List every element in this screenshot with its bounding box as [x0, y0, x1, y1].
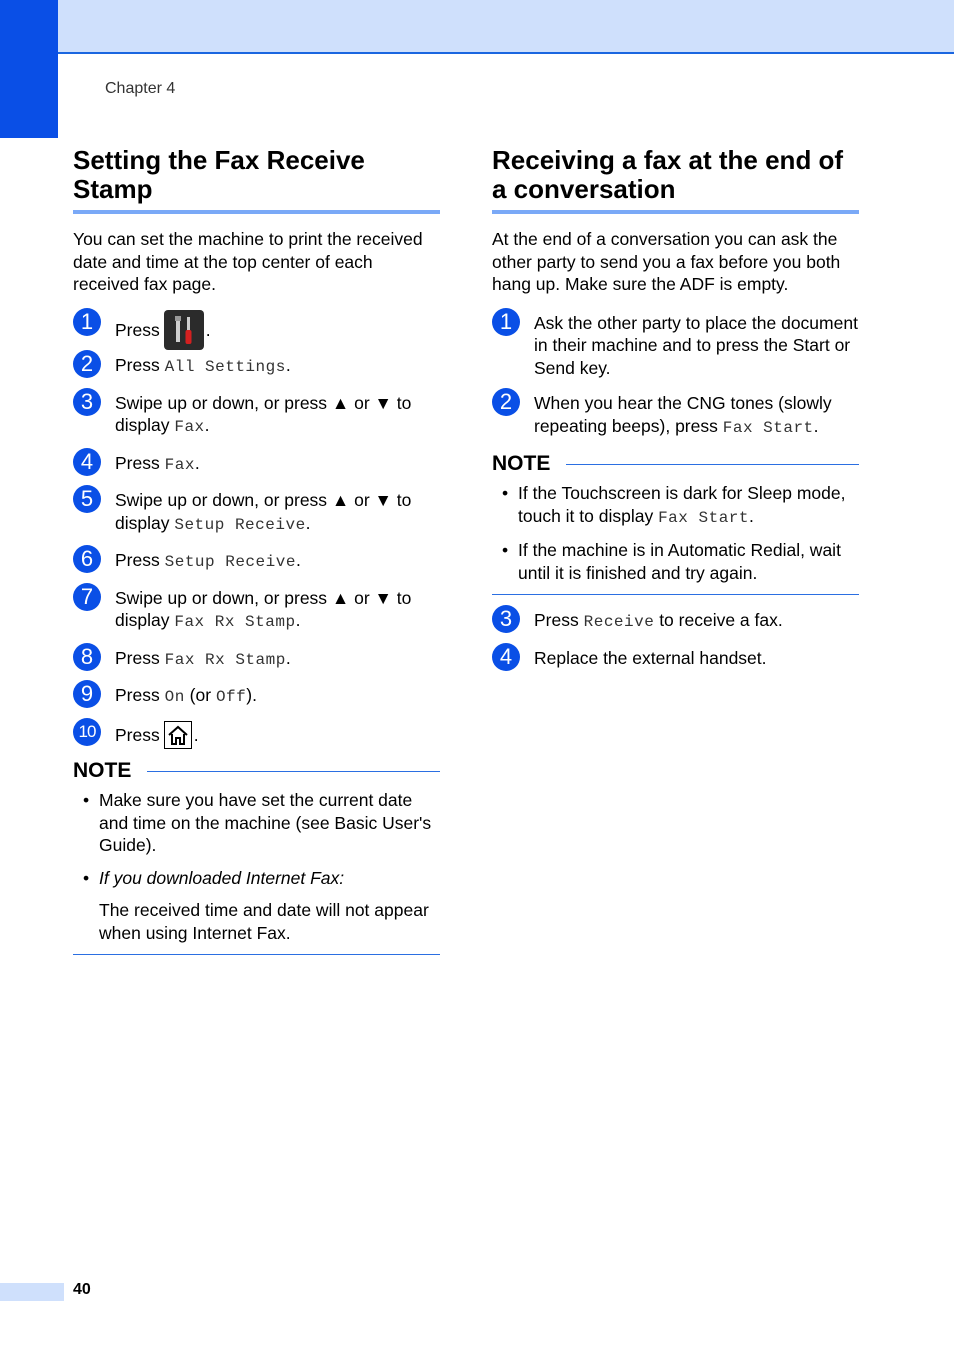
- step-list: [492, 308, 859, 440]
- step-number: 1: [492, 308, 520, 336]
- note-heading-row: [73, 759, 440, 783]
- chapter-label: Chapter 4: [105, 80, 176, 97]
- step-end: .: [204, 415, 210, 435]
- section-intro: At the end of a conversation you can ask the other party to send you a fax before you both hang up. Make sure the ADF is empty.: [492, 229, 841, 294]
- step-8: [73, 643, 440, 672]
- step-number: 9: [73, 680, 101, 708]
- note-list: [73, 789, 440, 889]
- right-column: [492, 146, 859, 684]
- step-3: [492, 606, 859, 634]
- page-number: 40: [73, 1281, 91, 1298]
- step-5: [73, 486, 440, 536]
- menu-code: All Settings: [164, 358, 286, 376]
- note-text: If you downloaded Internet Fax:: [99, 867, 345, 888]
- step-number: 6: [73, 545, 101, 573]
- step-text: Press: [534, 610, 584, 630]
- note-rule: [566, 464, 859, 465]
- chapter-tab: [0, 0, 58, 138]
- menu-code: Fax: [174, 418, 205, 436]
- step-number: 4: [73, 448, 101, 476]
- note-subtext: The received time and date will not appear when using Internet Fax.: [99, 900, 429, 943]
- note-heading: NOTE: [73, 759, 132, 782]
- step-2: [492, 389, 859, 439]
- step-end: to receive a fax.: [654, 610, 783, 630]
- step-number: 3: [492, 605, 520, 633]
- menu-code: Setup Receive: [164, 553, 296, 571]
- settings-tools-icon[interactable]: [164, 310, 204, 350]
- note-item: • If the Touchscreen is dark for Sleep mode, touch it to display Fax Start.: [502, 483, 846, 527]
- page-number-band: [0, 1283, 64, 1301]
- step-end: .: [285, 355, 291, 375]
- step-text: Swipe up or down, or press ▲ or ▼ to display: [115, 392, 412, 435]
- menu-code: On: [164, 688, 185, 706]
- step-list-continued: [492, 606, 859, 671]
- step-9: [73, 681, 440, 709]
- step-end: .: [305, 512, 311, 533]
- note-text: If the machine is in Automatic Redial, wait until it is finished and try again.: [518, 540, 841, 583]
- step-text: Ask the other party to place the document in their machine and to press the Start or Send key.: [534, 312, 858, 378]
- step-text: Swipe up or down, or press ▲ or ▼ to display: [115, 490, 412, 533]
- step-text: When you hear the CNG tones (slowly repeating beeps), press: [534, 393, 832, 436]
- menu-code: Setup Receive: [174, 515, 306, 534]
- note-item: • Make sure you have set the current date and time on the machine (see Basic User's Guide).: [83, 790, 432, 855]
- step-number: 7: [73, 583, 101, 611]
- step-end: .: [205, 319, 211, 340]
- note-end-rule: [73, 954, 440, 955]
- step-text: Press: [115, 319, 160, 340]
- note-end-rule: [492, 594, 859, 595]
- step-10: [73, 722, 440, 747]
- note-box: [73, 759, 440, 955]
- note-end-text: .: [749, 505, 754, 526]
- menu-code: Fax Start: [722, 418, 814, 437]
- menu-code: Fax Start: [658, 508, 749, 527]
- step-number: 2: [73, 350, 101, 378]
- note-rule: [147, 771, 440, 772]
- step-text: Press: [115, 724, 160, 745]
- step-1: [73, 308, 440, 342]
- note-item: • If you downloaded Internet Fax:: [83, 867, 345, 888]
- step-number: 4: [492, 643, 520, 671]
- step-end: .: [285, 647, 291, 668]
- step-7: [73, 583, 440, 634]
- menu-code: Receive: [583, 613, 655, 631]
- step-end: .: [813, 415, 819, 436]
- step-text: Press: [115, 685, 165, 705]
- header-band: [0, 0, 954, 54]
- step-list: [73, 308, 440, 747]
- step-mid: (or: [184, 685, 216, 705]
- step-number: 3: [73, 388, 101, 416]
- step-1: [492, 308, 859, 380]
- step-number: 8: [73, 643, 101, 671]
- step-text: Press: [115, 550, 165, 570]
- menu-code: Fax Rx Stamp: [174, 613, 296, 631]
- menu-code-alt: Off: [215, 688, 247, 706]
- step-text: Press: [115, 647, 165, 668]
- step-end: ).: [246, 685, 257, 705]
- note-item: • If the machine is in Automatic Redial, wait until it is finished and try again.: [502, 540, 841, 583]
- note-list: [492, 482, 859, 584]
- menu-code: Fax Rx Stamp: [164, 650, 286, 669]
- step-text: Press: [115, 452, 165, 473]
- step-end: .: [193, 724, 199, 745]
- step-number: 1: [73, 308, 101, 336]
- step-text: Swipe up or down, or press ▲ or ▼ to display: [115, 587, 412, 630]
- note-text: If the Touchscreen is dark for Sleep mode, touch it to display: [518, 483, 846, 526]
- note-box: [492, 452, 859, 595]
- step-end: .: [295, 550, 301, 570]
- left-column: [73, 146, 440, 955]
- step-text: Press: [115, 355, 165, 375]
- home-icon[interactable]: [164, 721, 192, 749]
- note-heading: NOTE: [492, 452, 551, 475]
- note-heading-row: [492, 452, 859, 476]
- step-6: [73, 546, 440, 574]
- section-title: Setting the Fax Receive Stamp: [73, 146, 440, 214]
- step-number: 2: [492, 388, 520, 416]
- step-number: 5: [73, 485, 101, 513]
- step-end: .: [295, 610, 301, 630]
- menu-code: Fax: [164, 455, 195, 474]
- step-2: [73, 351, 440, 379]
- section-title: Receiving a fax at the end of a conversation: [492, 146, 859, 214]
- step-4: [492, 643, 859, 671]
- step-3: [73, 388, 440, 439]
- note-text: Make sure you have set the current date and time on the machine (see Basic User's Guide).: [99, 790, 432, 855]
- section-intro: You can set the machine to print the received date and time at the top center of each received fax page.: [73, 229, 423, 294]
- step-end: .: [194, 452, 200, 473]
- step-number: 10: [73, 718, 101, 746]
- step-4: [73, 448, 440, 477]
- step-text: Replace the external handset.: [534, 647, 767, 668]
